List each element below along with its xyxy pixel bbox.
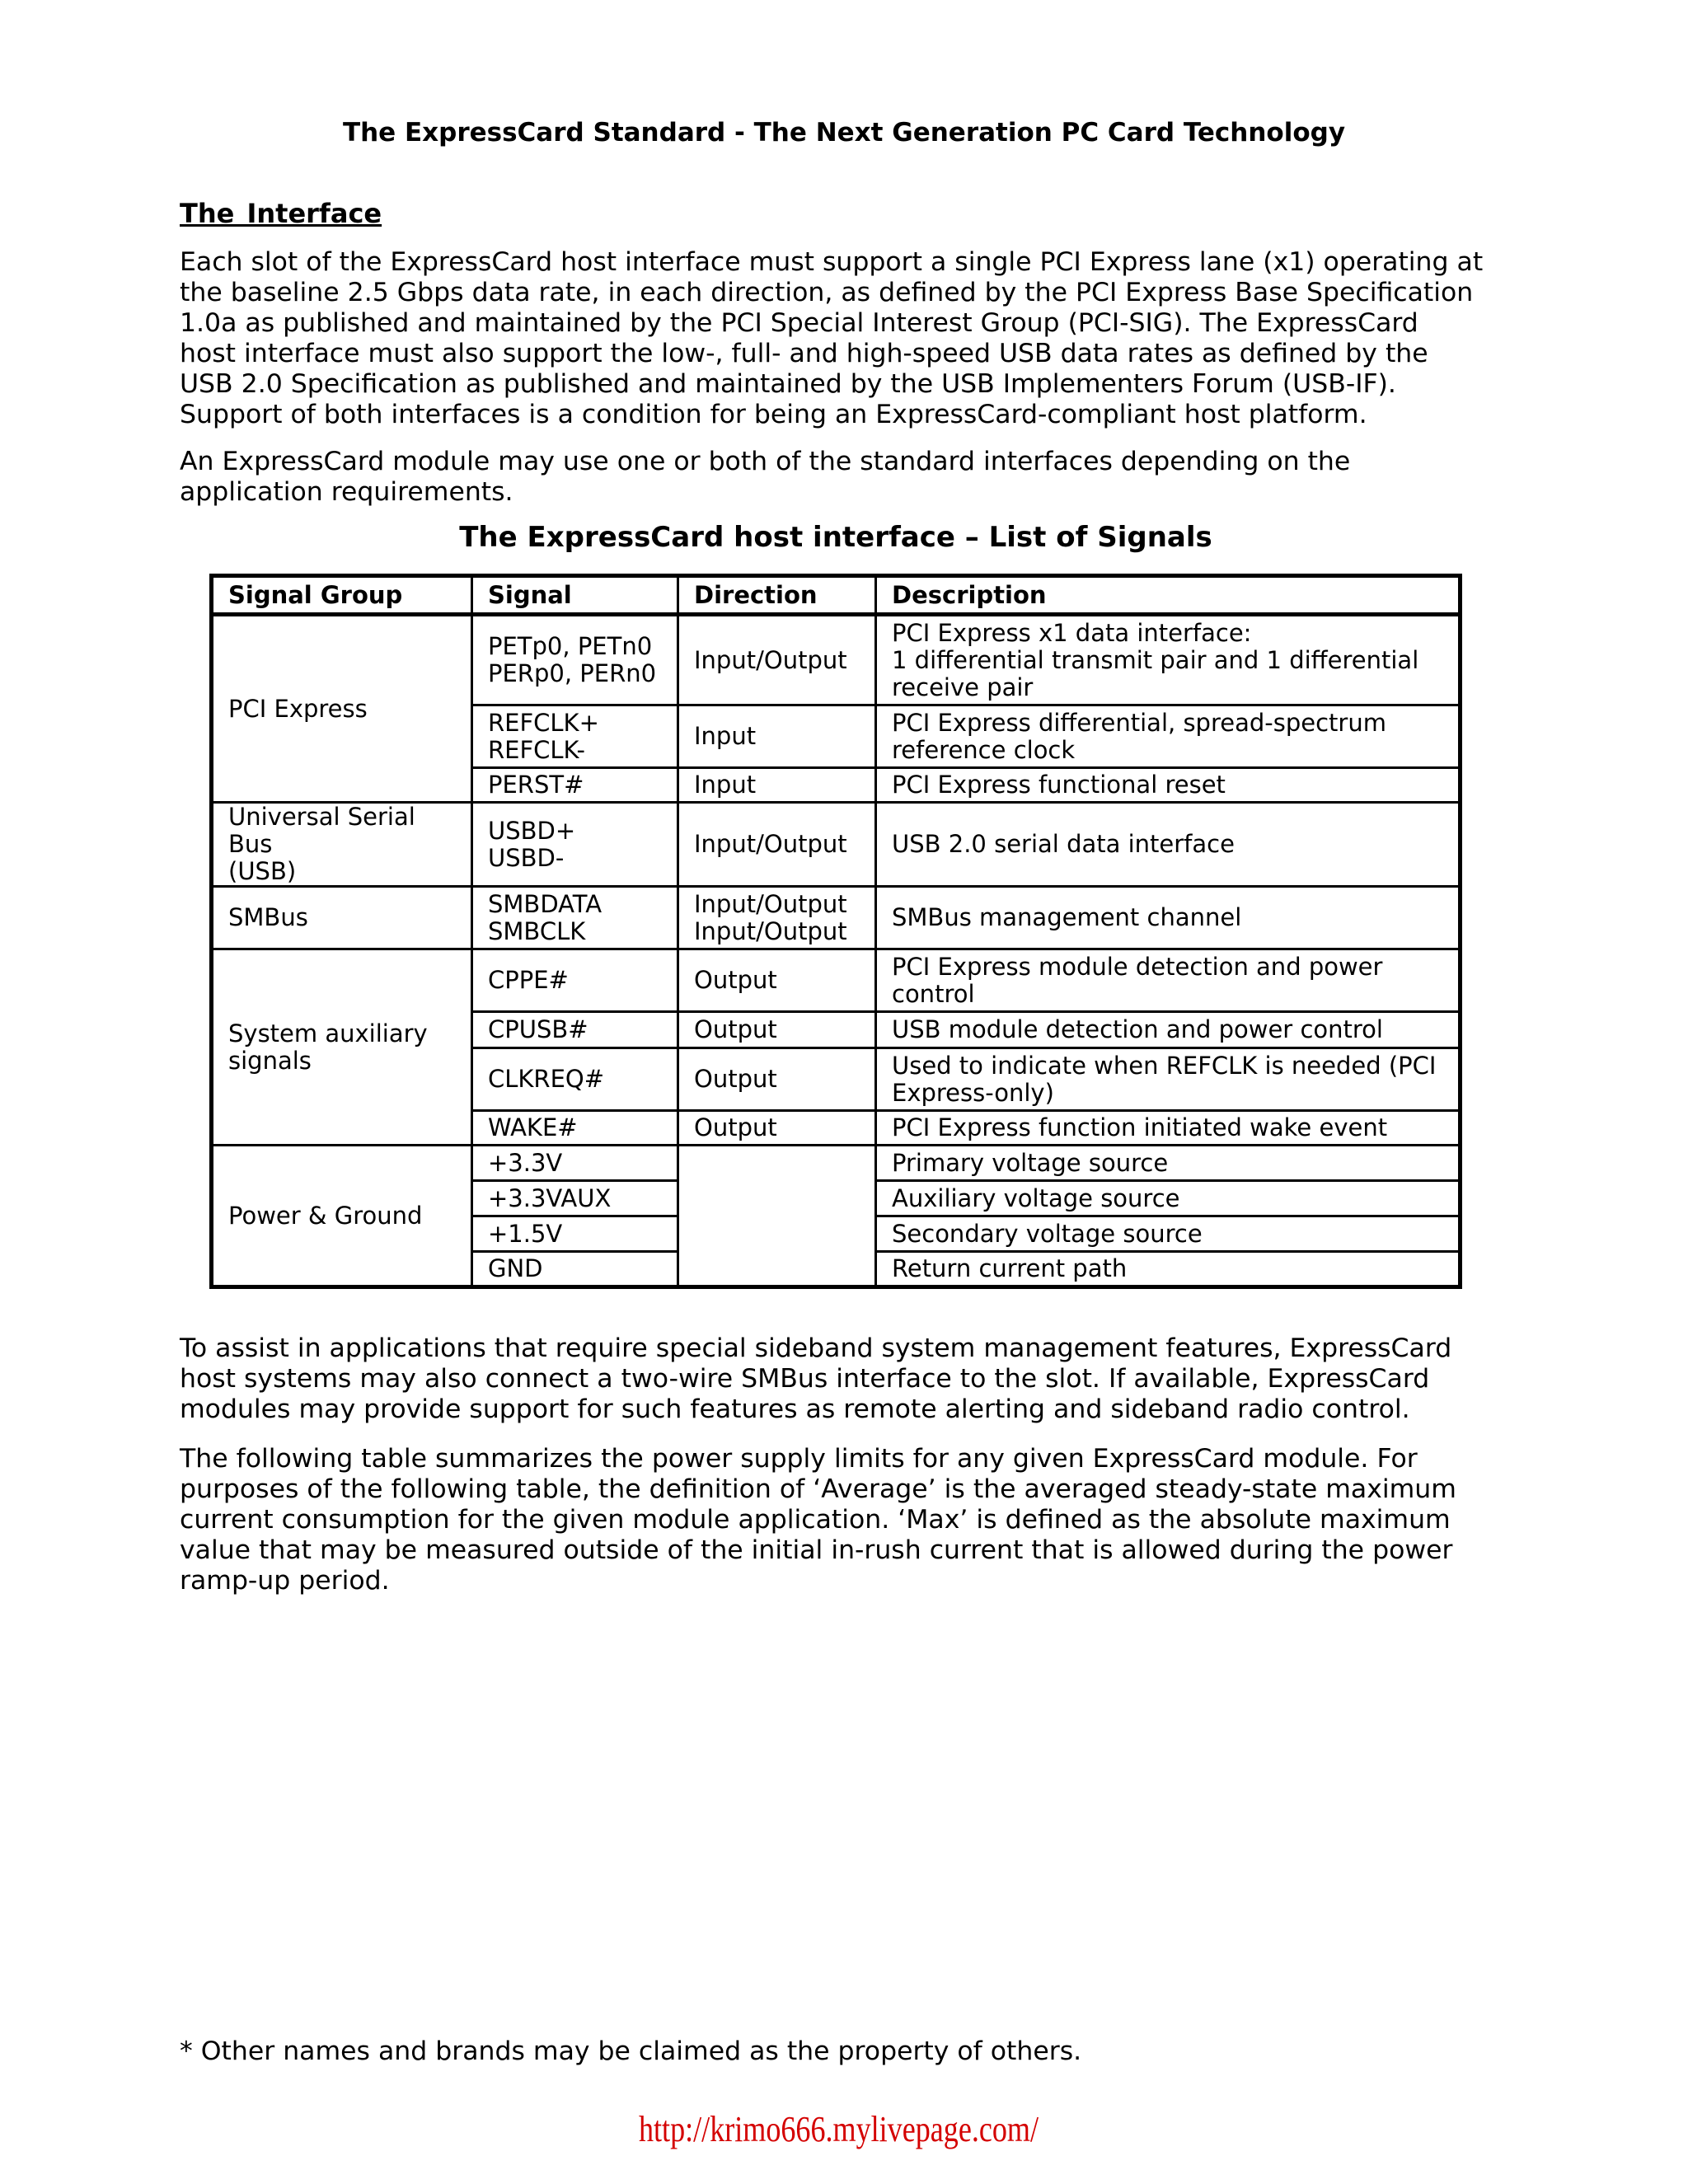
signal-cell: PERST# bbox=[472, 768, 678, 803]
description-cell: PCI Express differential, spread-spectrum reference clock bbox=[876, 705, 1461, 768]
body-paragraph: The following table summarizes the power supply limits for any given ExpressCard module. For purposes of the following table, the definition of ‘Average’ is the averaged steady-state maximum current consumption for the given module application. ‘Max’ is defined as the absolute maximum value that may be measured outside of the initial in-rush current that is allowed during the power ramp-up period. bbox=[180, 1444, 1456, 1596]
signal-cell: REFCLK+ REFCLK- bbox=[472, 705, 678, 768]
header-direction: Direction bbox=[678, 576, 876, 615]
signal-cell: SMBDATA SMBCLK bbox=[472, 887, 678, 949]
document-title: The ExpressCard Standard - The Next Generation PC Card Technology bbox=[342, 118, 1346, 148]
description-cell: PCI Express x1 data interface: 1 differential transmit pair and 1 differential receive pair bbox=[876, 615, 1461, 705]
description-cell: PCI Express module detection and power control bbox=[876, 949, 1461, 1012]
description-cell: Used to indicate when REFCLK is needed (PCI Express-only) bbox=[876, 1048, 1461, 1111]
section-heading: The Interface bbox=[180, 198, 382, 229]
table-row bbox=[212, 887, 1461, 949]
direction-cell: Output bbox=[678, 1012, 876, 1048]
signal-cell: +1.5V bbox=[472, 1216, 678, 1252]
direction-cell: Input/Output bbox=[678, 803, 876, 887]
signal-cell: +3.3VAUX bbox=[472, 1181, 678, 1216]
table-title: The ExpressCard host interface – List of Signals bbox=[459, 521, 1212, 554]
signal-group-cell: Power & Ground bbox=[212, 1146, 472, 1287]
signal-cell: GND bbox=[472, 1252, 678, 1287]
body-paragraph: To assist in applications that require special sideband system management features, ExpressCard host systems may also connect a two-wire SMBus interface to the slot. If available, ExpressCard modules may provide support for such features as remote alerting and sideband radio control. bbox=[180, 1333, 1452, 1424]
signal-group-cell: PCI Express bbox=[212, 615, 472, 803]
signal-cell: PETp0, PETn0 PERp0, PERn0 bbox=[472, 615, 678, 705]
body-paragraph: Each slot of the ExpressCard host interface must support a single PCI Express lane (x1) operating at the baseline 2.5 Gbps data rate, in each direction, as defined by the PCI Express Base Specification 1.0a as published and maintained by the PCI Special Interest Group (PCI-SIG). The ExpressCard host interface must also support the low-, full- and high-speed USB data rates as defined by the USB 2.0 Specification as published and maintained by the USB Implementers Forum (USB-IF). Support of both interfaces is a condition for being an ExpressCard-compliant host platform. bbox=[180, 247, 1484, 429]
description-cell: Return current path bbox=[876, 1252, 1461, 1287]
signal-cell: CPUSB# bbox=[472, 1012, 678, 1048]
signal-cell: CPPE# bbox=[472, 949, 678, 1012]
description-cell: Primary voltage source bbox=[876, 1146, 1461, 1181]
signal-group-cell: SMBus bbox=[212, 887, 472, 949]
direction-cell: Input bbox=[678, 705, 876, 768]
signal-cell: CLKREQ# bbox=[472, 1048, 678, 1111]
direction-cell: Input/Output Input/Output bbox=[678, 887, 876, 949]
header-signal-group: Signal Group bbox=[212, 576, 472, 615]
direction-cell: Output bbox=[678, 949, 876, 1012]
header-description: Description bbox=[876, 576, 1461, 615]
watermark-url[interactable]: http://krimo666.mylivepage.com/ bbox=[638, 2109, 1039, 2149]
description-cell: SMBus management channel bbox=[876, 887, 1461, 949]
table-row bbox=[212, 949, 1461, 1012]
direction-cell: Output bbox=[678, 1111, 876, 1146]
footnote: * Other names and brands may be claimed as the property of others. bbox=[180, 2036, 1082, 2066]
signals-table bbox=[209, 574, 1462, 1289]
signal-cell: USBD+ USBD- bbox=[472, 803, 678, 887]
signal-cell: WAKE# bbox=[472, 1111, 678, 1146]
signal-cell: +3.3V bbox=[472, 1146, 678, 1181]
description-cell: Auxiliary voltage source bbox=[876, 1181, 1461, 1216]
table-row bbox=[212, 1146, 1461, 1181]
table-row bbox=[212, 615, 1461, 705]
description-cell: PCI Express function initiated wake event bbox=[876, 1111, 1461, 1146]
direction-cell: Input/Output bbox=[678, 615, 876, 705]
table-row bbox=[212, 803, 1461, 887]
table-header-row bbox=[212, 576, 1461, 615]
description-cell: Secondary voltage source bbox=[876, 1216, 1461, 1252]
direction-cell: Output bbox=[678, 1048, 876, 1111]
header-signal: Signal bbox=[472, 576, 678, 615]
signal-group-cell: System auxiliary signals bbox=[212, 949, 472, 1146]
body-paragraph: An ExpressCard module may use one or both of the standard interfaces depending on the application requirements. bbox=[180, 447, 1351, 507]
signal-group-cell: Universal Serial Bus (USB) bbox=[212, 803, 472, 887]
description-cell: PCI Express functional reset bbox=[876, 768, 1461, 803]
direction-cell bbox=[678, 1146, 876, 1287]
description-cell: USB 2.0 serial data interface bbox=[876, 803, 1461, 887]
description-cell: USB module detection and power control bbox=[876, 1012, 1461, 1048]
direction-cell: Input bbox=[678, 768, 876, 803]
